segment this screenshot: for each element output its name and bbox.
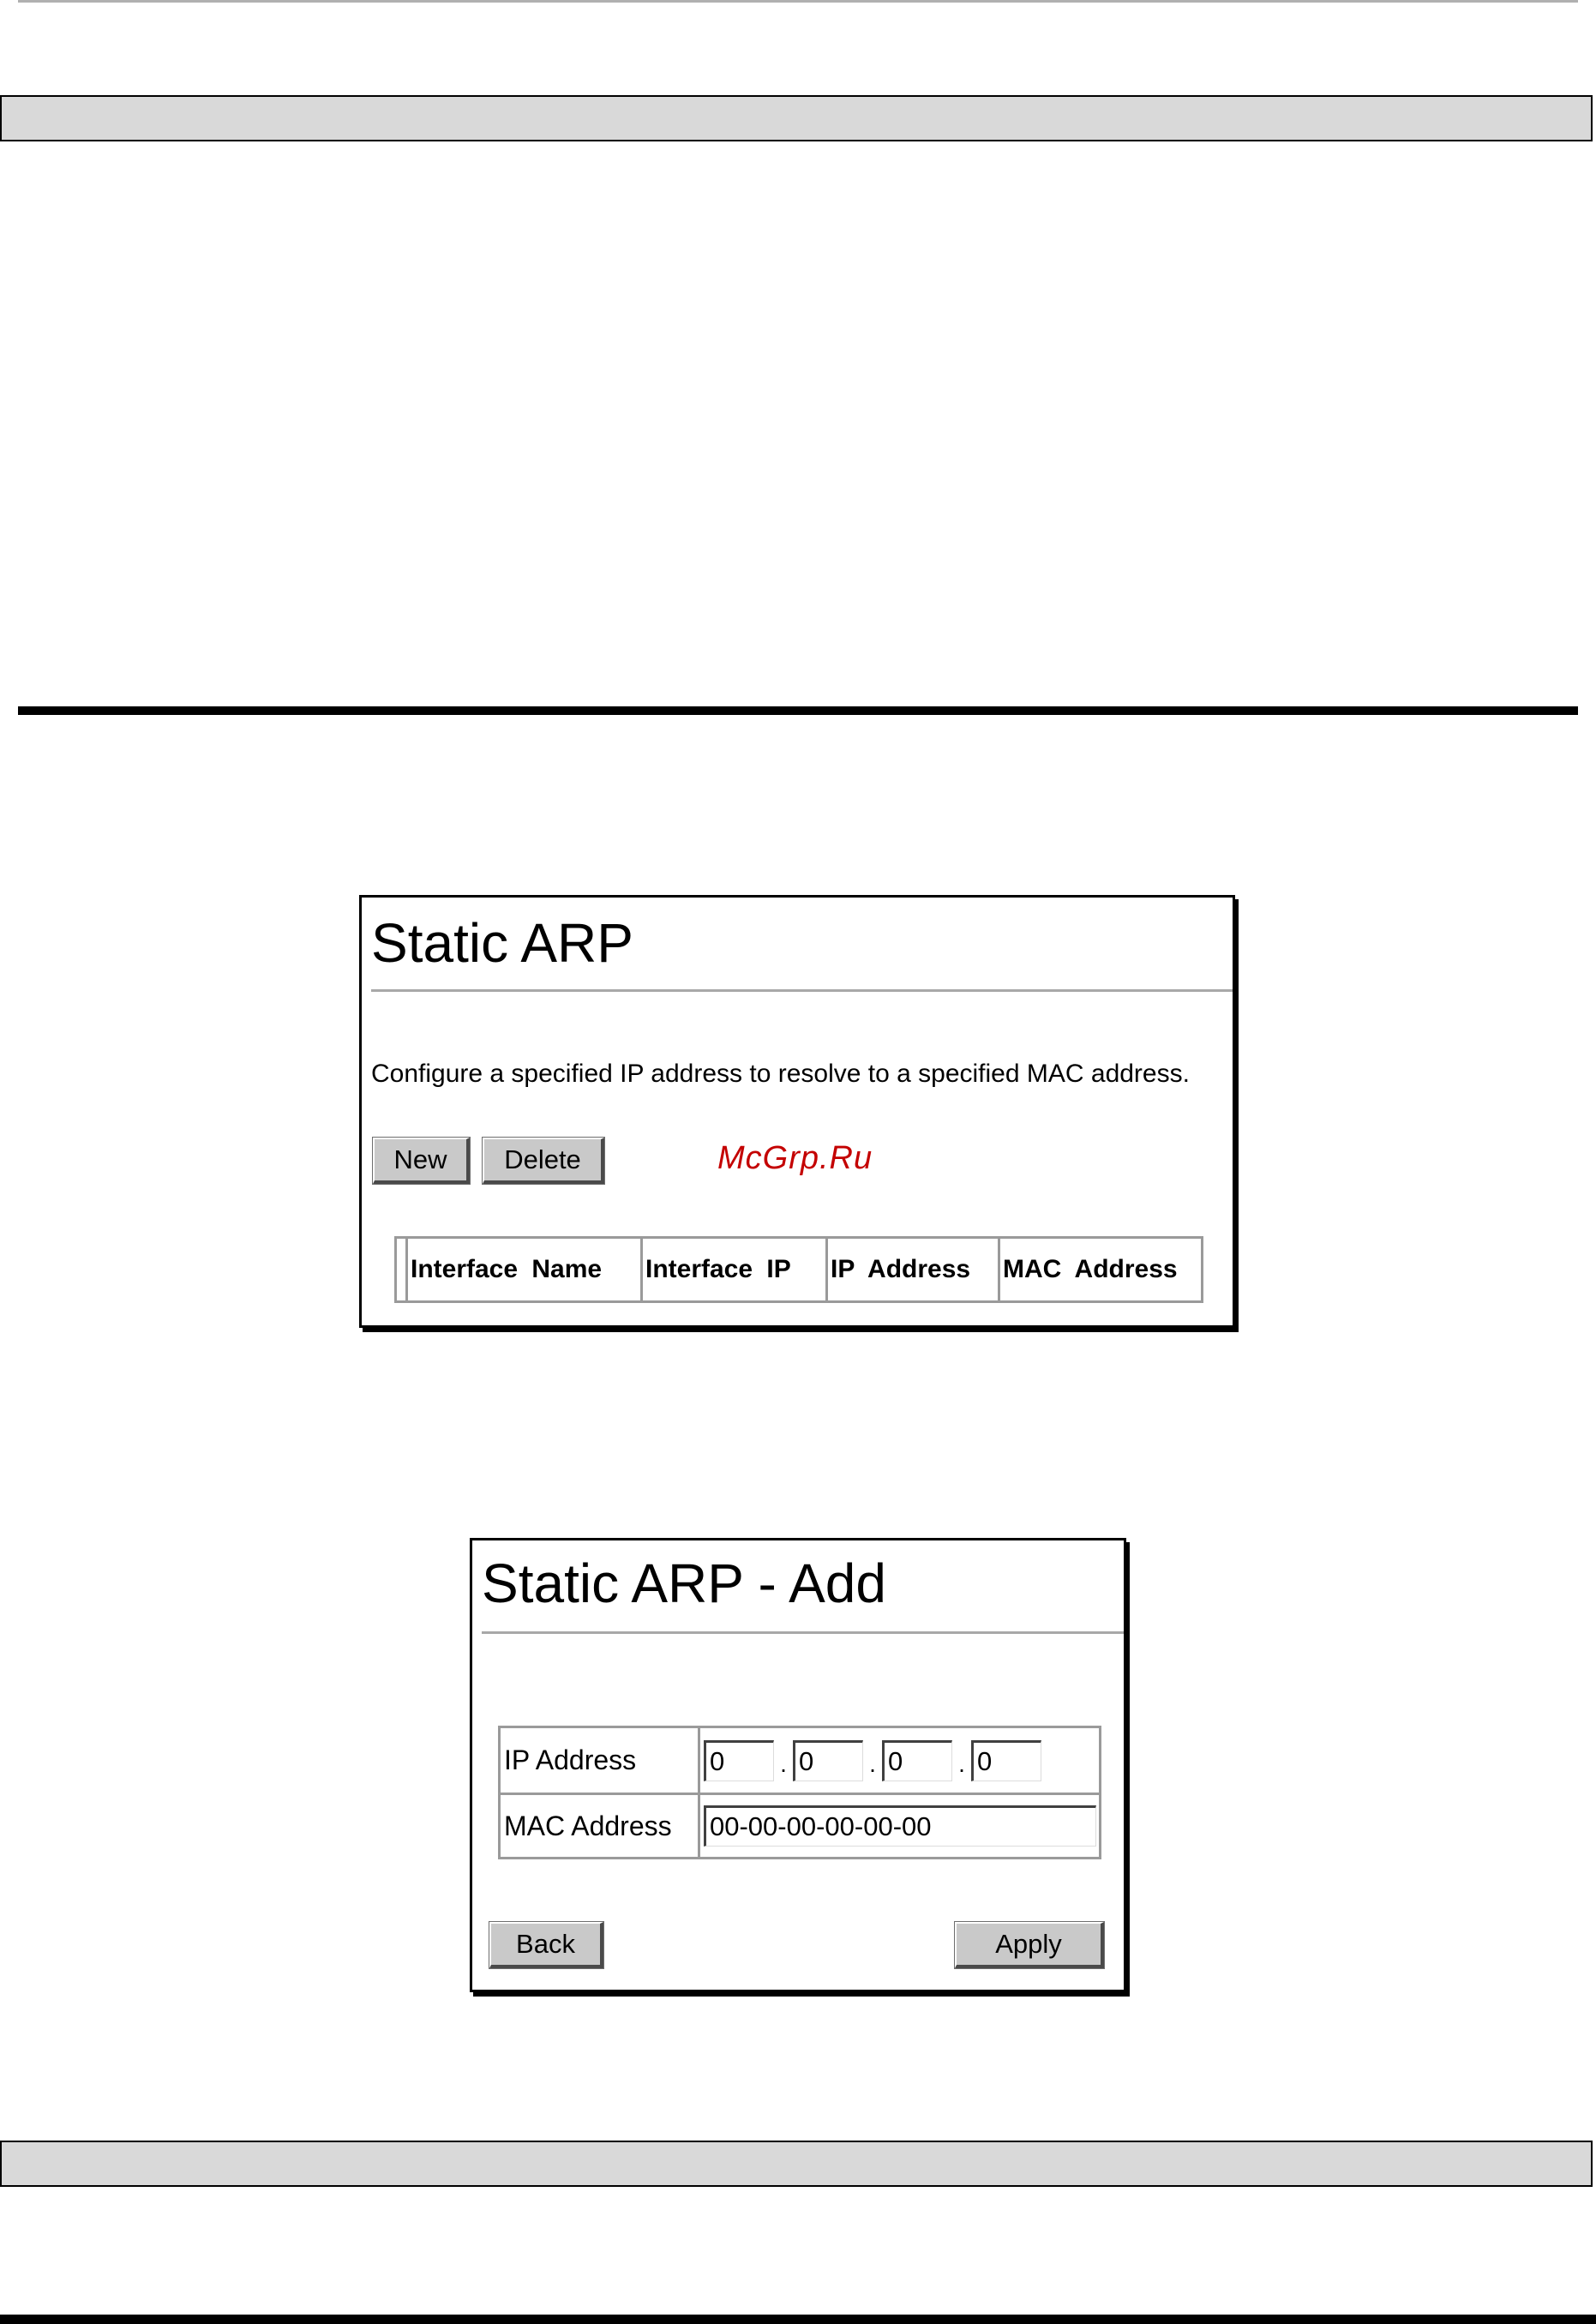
ip-octet-3-input[interactable] <box>882 1740 952 1781</box>
static-arp-add-form <box>498 1726 1101 1859</box>
ip-separator: . <box>780 1750 787 1777</box>
static-arp-add-panel <box>470 1538 1126 1992</box>
select-column-header <box>397 1239 405 1300</box>
page-title: Static ARP - Add <box>482 1552 886 1614</box>
page-title: Static ARP <box>371 912 633 974</box>
static-arp-panel <box>359 895 1235 1328</box>
title-divider <box>371 989 1233 992</box>
ip-address-cell <box>698 1728 1099 1793</box>
section-header-bar <box>0 2141 1593 2187</box>
ip-octet-4-input[interactable] <box>971 1740 1041 1781</box>
ip-octet-1-input[interactable] <box>704 1740 774 1781</box>
delete-button[interactable]: Delete <box>483 1138 604 1184</box>
top-divider <box>18 0 1578 3</box>
mac-address-row <box>501 1793 1099 1857</box>
column-header-interface-name: Interface Name <box>405 1239 640 1300</box>
ip-address-label: IP Address <box>504 1745 637 1775</box>
section-header-bar <box>0 95 1593 141</box>
page-description: Configure a specified IP address to resolve to a specified MAC address. <box>371 1060 1190 1088</box>
ip-separator: . <box>958 1750 965 1777</box>
column-header-ip-address: IP Address <box>825 1239 998 1300</box>
apply-button[interactable]: Apply <box>955 1922 1104 1968</box>
new-button[interactable]: New <box>373 1138 470 1184</box>
title-divider <box>482 1631 1124 1634</box>
mac-address-input[interactable] <box>704 1805 1096 1847</box>
mac-address-cell <box>698 1793 1099 1857</box>
section-divider <box>18 706 1578 715</box>
ip-address-row <box>501 1728 1099 1793</box>
table-header-row <box>397 1239 1201 1300</box>
mac-address-label: MAC Address <box>501 1793 698 1857</box>
watermark: McGrp.Ru <box>717 1140 873 1176</box>
bottom-divider <box>0 2315 1596 2324</box>
static-arp-table <box>394 1236 1203 1303</box>
ip-separator: . <box>869 1750 876 1777</box>
column-header-interface-ip: Interface IP <box>640 1239 825 1300</box>
back-button[interactable]: Back <box>489 1922 603 1968</box>
ip-octet-2-input[interactable] <box>793 1740 863 1781</box>
column-header-mac-address: MAC Address <box>998 1239 1201 1300</box>
